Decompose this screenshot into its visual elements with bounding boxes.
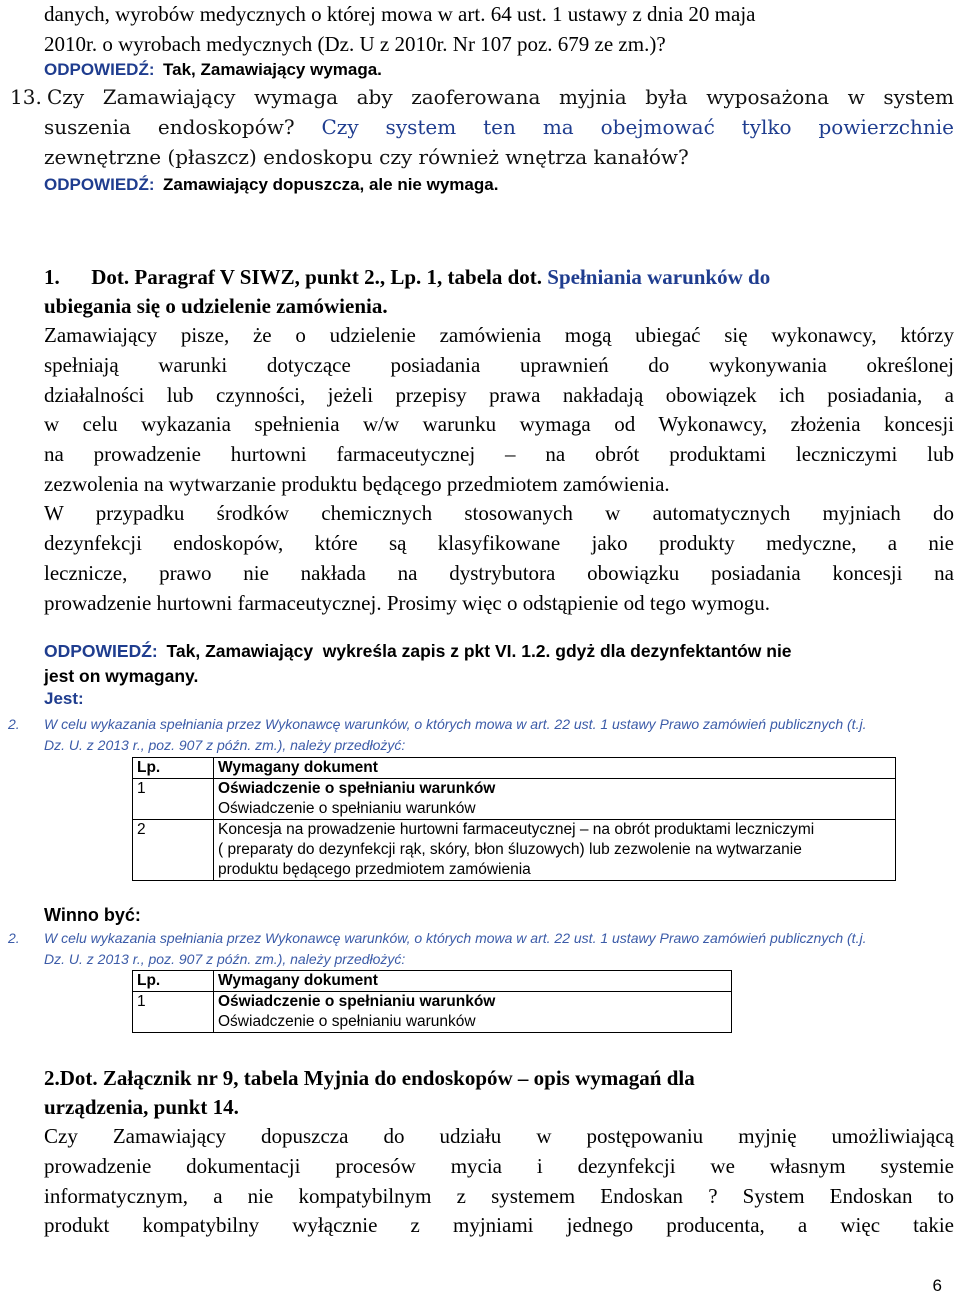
q13-line-2 [44,115,954,139]
para2-line-4: prowadzenie hurtowni farmaceutycznej. Prosimy więc o odstąpienie od tego wymogu. [44,591,771,615]
section1-answer-line-2: jest on wymagany. [44,666,199,686]
row-lp: 1 [133,992,214,1033]
answer-text: Tak, Zamawiający wymaga. [163,60,382,79]
table-header-row [133,971,732,992]
q13-number: 13. [10,85,42,109]
section2-para-line-1: Czy Zamawiający dopuszcza do udziału w postępowaniu myjnię umożliwiającą [44,1124,954,1148]
section2-heading-line-1: 2.Dot. Załącznik nr 9, tabela Myjnia do endoskopów – opis wymagań dla [44,1066,695,1090]
section1-heading-black: 1. Dot. Paragraf V SIWZ, punkt 2., Lp. 1, tabela dot. [44,265,543,289]
winno-item-line-1: W celu wykazania spełniania przez Wykonawcę warunków, o których mowa w art. 22 ust. 1 ustawy Prawo zamówień publicznych (t.j. [44,930,867,946]
top-line-1: danych, wyrobów medycznych o której mowa w art. 64 ust. 1 ustawy z dnia 20 maja [44,2,756,26]
jest-item-number: 2. [8,716,20,732]
row-doc-line: Oświadczenie o spełnianiu warunków [218,993,496,1010]
row-doc-line: Koncesja na prowadzenie hurtowni farmaceutycznej – na obrót produktami leczniczymi [218,821,815,838]
table-row [133,992,732,1033]
section2-para-line-2: prowadzenie dokumentacji procesów mycia i dezynfekcji we własnym systemie [44,1154,954,1178]
row-doc-line: produktu będącego przedmiotem zamówienia [218,861,531,878]
jest-requirements-table [132,757,896,881]
top-line-2: 2010r. o wyrobach medycznych (Dz. U z 2010r. Nr 107 poz. 679 ze zm.)? [44,32,666,56]
para1-line-5: na prowadzenie hurtowni farmaceutycznej – na obrót produktami leczniczymi lub [44,442,954,466]
section1-heading-blue: Spełniania warunków do [547,265,771,289]
header-document: Wymagany dokument [214,758,896,779]
para2-line-1: W przypadku środków chemicznych stosowanych w automatycznych myjniach do [44,501,954,525]
q13-line-2b: Czy system ten ma obejmować tylko powierzchnie [321,115,954,139]
q13-line-1: Czy Zamawiający wymaga aby zaoferowana myjnia była wyposażona w system [47,85,954,109]
winno-requirements-table [132,970,732,1033]
table-row [133,779,896,820]
row-document [214,820,896,881]
top-answer [44,60,382,80]
answer-text: Zamawiający dopuszcza, ale nie wymaga. [163,175,499,194]
answer-label: ODPOWIEDŹ: [44,175,155,194]
answer-text: Tak, Zamawiający wykreśla zapis z pkt VI. 1.2. gdyż dla dezynfektantów nie [166,641,792,661]
section2-para-line-3: informatycznym, a nie kompatybilnym z systemem Endoskan ? System Endoskan to [44,1184,954,1208]
table-row [133,820,896,881]
para1-line-1: Zamawiający pisze, że o udzielenie zamówienia mogą ubiegać się wykonawcy, którzy [44,323,954,347]
row-lp: 2 [133,820,214,881]
answer-label: ODPOWIEDŹ: [44,641,158,661]
para1-line-4: w celu wykazania spełnienia w/w warunku wymaga od Wykonawcy, złożenia koncesji [44,412,954,436]
row-lp: 1 [133,779,214,820]
winno-item-line-2: Dz. U. z 2013 r., poz. 907 z późn. zm.), należy przedłożyć: [44,951,406,967]
page-number: 6 [932,1276,942,1295]
q13-line-3: zewnętrzne (płaszcz) endoskopu czy również wnętrza kanałów? [44,145,689,169]
row-doc-line: ( preparaty do dezynfekcji rąk, skóry, błon śluzowych) lub zezwolenie na wytwarzanie [218,841,802,858]
para1-line-6: zezwolenia na wytwarzanie produktu będącego przedmiotem zamówienia. [44,472,670,496]
jest-label: Jest: [44,689,84,708]
header-lp: Lp. [133,758,214,779]
row-doc-line: Oświadczenie o spełnianiu warunków [218,1013,476,1030]
para1-line-3: działalności lub czynności, jeżeli przepisy prawa nakładają obowiązek ich posiadania, a [44,383,954,407]
para2-line-2: dezynfekcji endoskopów, które są klasyfikowane jako produkty medyczne, a nie [44,531,954,555]
row-document [214,992,732,1033]
row-document [214,779,896,820]
section2-heading-line-2: urządzenia, punkt 14. [44,1095,239,1119]
answer-label: ODPOWIEDŹ: [44,60,155,79]
section1-answer-line-1 [44,641,792,662]
para1-line-2: spełniają warunki dotyczące posiadania uprawnień do wykonywania określonej [44,353,954,377]
jest-item-line-2: Dz. U. z 2013 r., poz. 907 z późn. zm.), należy przedłożyć: [44,737,406,753]
header-lp: Lp. [133,971,214,992]
winno-label: Winno być: [44,905,141,925]
header-document: Wymagany dokument [214,971,732,992]
jest-item-line-1: W celu wykazania spełniania przez Wykonawcę warunków, o których mowa w art. 22 ust. 1 ustawy Prawo zamówień publicznych (t.j. [44,716,867,732]
q13-line-2a: suszenia endoskopów? [44,115,295,139]
winno-item-number: 2. [8,930,20,946]
section2-para-line-4: produkt kompatybilny wyłącznie z myjniami jednego producenta, a więc takie [44,1213,954,1237]
section1-heading-line-1 [44,265,770,290]
q13-answer [44,175,498,195]
section1-heading-line-2: ubiegania się o udzielenie zamówienia. [44,294,388,318]
row-doc-line: Oświadczenie o spełnianiu warunków [218,780,496,797]
table-header-row [133,758,896,779]
row-doc-line: Oświadczenie o spełnianiu warunków [218,800,476,817]
para2-line-3: lecznicze, prawo nie nakłada na dystrybutora obowiązku posiadania koncesji na [44,561,954,585]
